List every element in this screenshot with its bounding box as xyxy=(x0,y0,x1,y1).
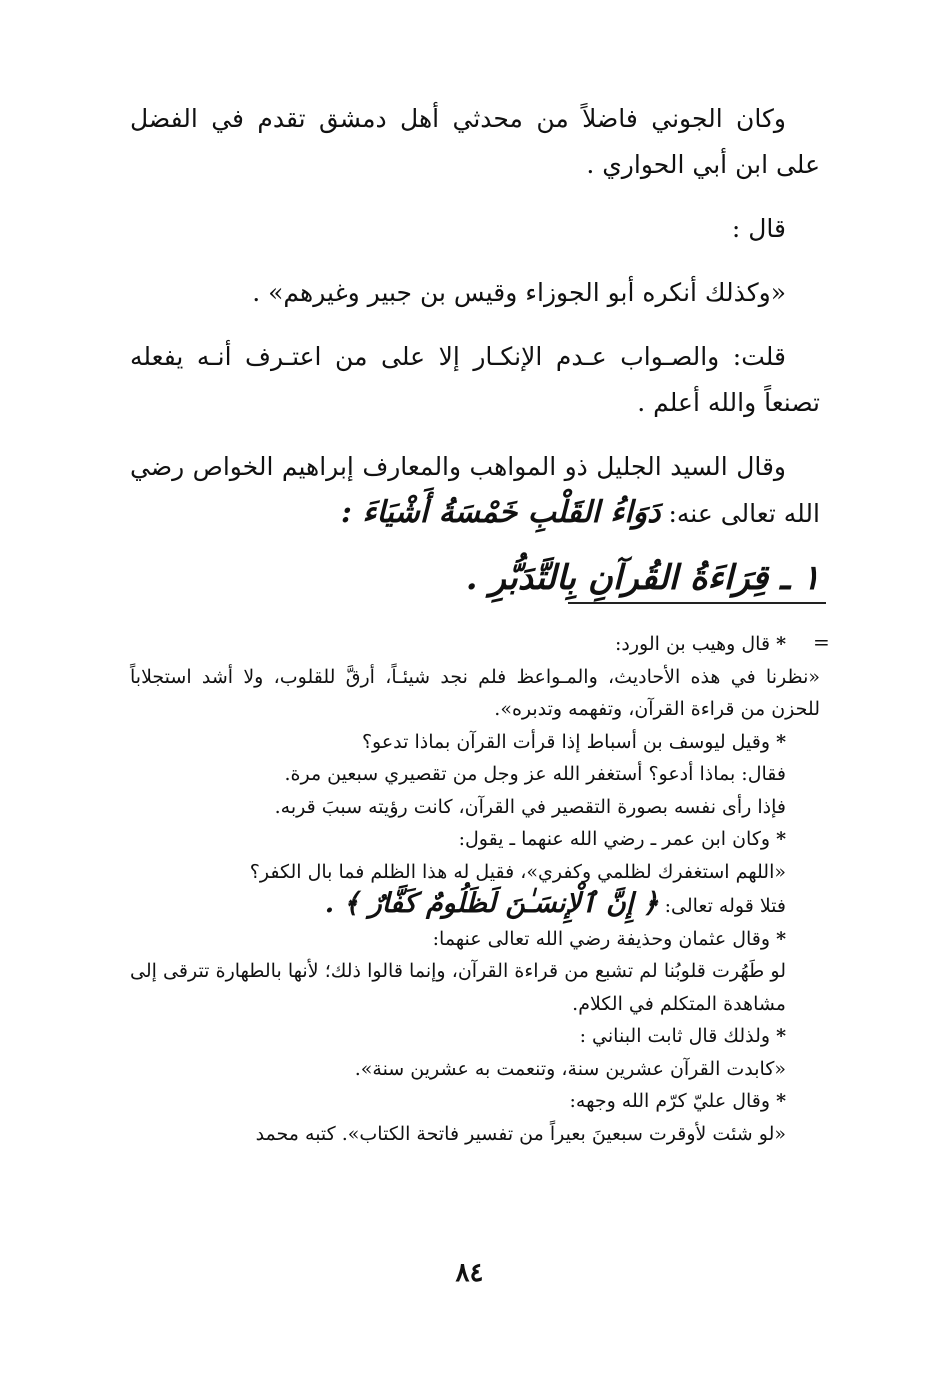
note-line: *وكان ابن عمر ـ رضي الله عنهما ـ يقول: xyxy=(458,828,786,850)
continuation-mark: = xyxy=(813,630,830,654)
star-bullet: * xyxy=(776,1090,786,1112)
paragraph: قلت: والصـواب عـدم الإنكـار إلا على من اعتـرف أنـه يفعله تصنعاً والله أعلم . xyxy=(130,342,820,417)
note-line: *وقيل ليوسف بن أسباط إذا قرأت القرآن بماذا تدعو؟ xyxy=(361,730,786,753)
paragraph xyxy=(130,444,820,537)
star-bullet: * xyxy=(776,633,786,655)
star-bullet: * xyxy=(776,828,786,850)
note-line: فتلا قوله تعالى: ﴿ إِنَّ ٱلْإِنسَـٰنَ لَظَلُومٌ كَفَّارٌ ﴾ . xyxy=(324,888,786,919)
note-line: فقال: بماذا أدعو؟ أستغفر الله عز وجل من تقصيري سبعين مرة. xyxy=(284,763,786,785)
note-line: «كابدت القرآن عشرين سنة، وتنعمت به عشرين سنة». xyxy=(354,1057,786,1080)
note-line: «لو شئت لأوقرت سبعينَ بعيراً من تفسير فاتحة الكتاب». كتبه محمد xyxy=(255,1122,786,1145)
footnote-divider xyxy=(568,602,826,604)
section-heading: ١ ـ قِرَاءَةُ القُرآنِ بِالتَّدَبُّرِ . xyxy=(465,558,820,598)
star-bullet: * xyxy=(776,730,786,753)
paragraph: قال : xyxy=(731,214,786,243)
note-line: «اللهم استغفرك لظلمي وكفري»، فقيل له هذا الظلم فما بال الكفر؟ xyxy=(249,860,786,883)
star-bullet: * xyxy=(776,1025,786,1047)
star-bullet: * xyxy=(776,927,786,950)
note-line: *قال وهيب بن الورد: xyxy=(615,633,786,655)
paragraph: وكان الجوني فاضلاً من محدثي أهل دمشق تقدم في الفضل على ابن أبي الحواري . xyxy=(130,104,820,179)
main-text xyxy=(130,96,820,619)
note-line: *ولذلك قال ثابت البناني : xyxy=(579,1025,786,1047)
quran-verse: ﴿ إِنَّ ٱلْإِنسَـٰنَ لَظَلُومٌ كَفَّارٌ ﴾ . xyxy=(324,888,659,919)
paragraph: «وكذلك أنكره أبو الجوزاء وقيس بن جبير وغيرهم» . xyxy=(252,278,786,307)
note-line: *وقال عليّ كرّم الله وجهه: xyxy=(569,1090,786,1112)
page-number: ٨٤ xyxy=(455,1258,484,1288)
note-line: «نظرنا في هذه الأحاديث، والمـواعظ فلم نجد شيئـاً، أرقَّ للقلوب، ولا أشد استجلاباً للحزن من قراءة القرآن، وتفهمه وتدبره». xyxy=(130,665,820,720)
note-line: فإذا رأى نفسه بصورة التقصير في القرآن، كانت رؤيته سببَ قربه. xyxy=(274,795,786,818)
note-line: *وقال عثمان وحذيفة رضي الله تعالى عنهما: xyxy=(432,927,786,950)
paragraph-text: وقال السيد الجليل ذو المواهب والمعارف إبراهيم الخواص رضي الله تعالى عنه: xyxy=(130,452,820,528)
note-line: لو طَهُرت قلوبُنا لم تشبع من قراءة القرآن، وإنما قالوا ذلك؛ لأنها بالطهارة تترقى إلى مشاهدة المتكلم في الكلام. xyxy=(130,960,786,1015)
calligraphic-phrase: دَوَاءُ القَلْبِ خَمْسَةُ أَشْيَاءَ : xyxy=(340,495,661,530)
footnotes xyxy=(130,628,820,1150)
